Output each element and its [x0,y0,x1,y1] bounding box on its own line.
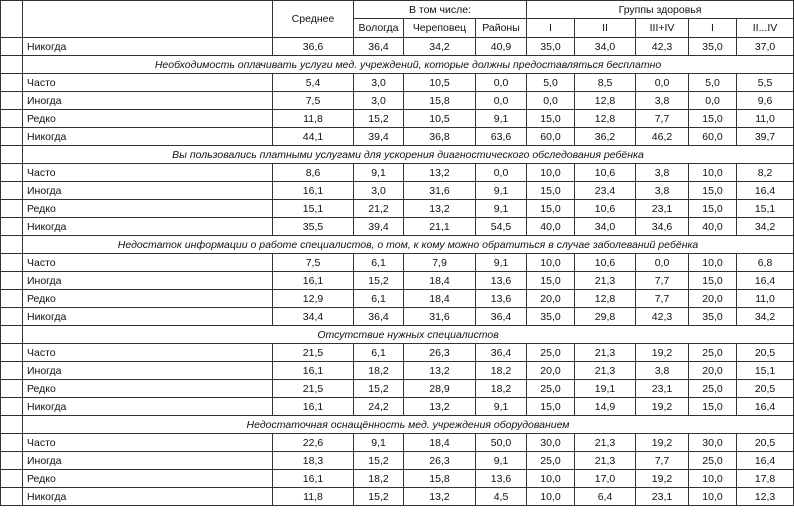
row-margin [1,434,23,452]
cell-value: 18,2 [354,470,404,488]
row-margin [1,92,23,110]
section-title: Недостаток информации о работе специалистов, о том, к кому можно обратиться в случае заболеваний ребёнка [23,236,794,254]
table-row [1,38,794,56]
table-row [1,164,794,182]
cell-value: 25,0 [527,344,575,362]
cell-value: 20,5 [737,380,794,398]
table-row [1,434,794,452]
cell-value: 16,4 [737,398,794,416]
header-blank-label [23,1,273,38]
cell-value: 14,9 [575,398,636,416]
cell-value: 21,2 [354,200,404,218]
cell-value: 30,0 [689,434,737,452]
cell-value: 15,0 [689,110,737,128]
cell-value: 20,0 [689,362,737,380]
cell-value: 36,2 [575,128,636,146]
cell-value: 16,1 [273,362,354,380]
table-row [1,308,794,326]
cell-value: 15,0 [689,200,737,218]
cell-value: 12,3 [737,488,794,506]
row-label: Иногда [23,452,273,470]
cell-value: 5,4 [273,74,354,92]
table-row [1,362,794,380]
row-margin [1,398,23,416]
cell-value: 25,0 [689,452,737,470]
cell-value: 10,0 [689,254,737,272]
cell-value: 31,6 [404,308,476,326]
cell-value: 16,1 [273,182,354,200]
row-label: Часто [23,164,273,182]
cell-value: 9,1 [476,452,527,470]
cell-value: 10,0 [527,470,575,488]
cell-value: 36,4 [354,38,404,56]
cell-value: 20,5 [737,344,794,362]
cell-value: 34,0 [575,218,636,236]
section-title: Вы пользовались платными услугами для ускорения диагностического обследования ребёнка [23,146,794,164]
row-label: Никогда [23,308,273,326]
cell-value: 10,5 [404,110,476,128]
table-row [1,344,794,362]
cell-value: 11,8 [273,488,354,506]
cell-value: 12,8 [575,110,636,128]
cell-value: 21,3 [575,272,636,290]
cell-value: 16,1 [273,272,354,290]
cell-value: 37,0 [737,38,794,56]
cell-value: 35,0 [527,38,575,56]
cell-value: 35,0 [689,308,737,326]
table-row [1,182,794,200]
cell-value: 10,0 [689,488,737,506]
cell-value: 60,0 [689,128,737,146]
cell-value: 35,5 [273,218,354,236]
cell-value: 19,2 [636,434,689,452]
cell-value: 0,0 [476,164,527,182]
cell-value: 13,2 [404,398,476,416]
cell-value: 23,1 [636,380,689,398]
header-group-1: I [527,19,575,38]
cell-value: 12,9 [273,290,354,308]
cell-value: 10,5 [404,74,476,92]
row-label: Иногда [23,92,273,110]
cell-value: 3,0 [354,74,404,92]
cell-value: 36,4 [354,308,404,326]
cell-value: 16,4 [737,452,794,470]
cell-value: 28,9 [404,380,476,398]
cell-value: 7,9 [404,254,476,272]
row-label: Часто [23,254,273,272]
section-header-row [1,56,794,74]
cell-value: 21,3 [575,452,636,470]
row-margin [1,128,23,146]
row-margin [1,326,23,344]
cell-value: 5,0 [689,74,737,92]
section-title: Отсутствие нужных специалистов [23,326,794,344]
section-header-row [1,236,794,254]
cell-value: 0,0 [689,92,737,110]
cell-value: 19,2 [636,398,689,416]
cell-value: 15,8 [404,470,476,488]
cell-value: 7,7 [636,452,689,470]
cell-value: 0,0 [527,92,575,110]
row-label: Никогда [23,488,273,506]
cell-value: 12,8 [575,92,636,110]
row-margin [1,56,23,74]
cell-value: 0,0 [636,254,689,272]
row-label: Никогда [23,398,273,416]
cell-value: 25,0 [527,380,575,398]
section-header-row [1,416,794,434]
cell-value: 34,2 [737,218,794,236]
cell-value: 17,0 [575,470,636,488]
cell-value: 24,2 [354,398,404,416]
cell-value: 29,8 [575,308,636,326]
row-margin [1,200,23,218]
row-label: Часто [23,74,273,92]
table-body [1,38,794,506]
header-group-3-4: III+IV [636,19,689,38]
cell-value: 25,0 [689,344,737,362]
row-label: Редко [23,290,273,308]
cell-value: 15,2 [354,380,404,398]
cell-value: 34,4 [273,308,354,326]
cell-value: 23,1 [636,488,689,506]
cell-value: 15,0 [527,110,575,128]
cell-value: 19,2 [636,470,689,488]
cell-value: 17,8 [737,470,794,488]
cell-value: 13,6 [476,290,527,308]
cell-value: 36,8 [404,128,476,146]
cell-value: 15,8 [404,92,476,110]
cell-value: 3,8 [636,92,689,110]
table-row [1,200,794,218]
cell-value: 10,0 [689,164,737,182]
cell-value: 39,4 [354,218,404,236]
header-districts: Районы [476,19,527,38]
cell-value: 11,8 [273,110,354,128]
cell-value: 9,1 [476,200,527,218]
cell-value: 7,7 [636,290,689,308]
row-margin [1,146,23,164]
row-margin [1,272,23,290]
section-header-row [1,326,794,344]
cell-value: 10,6 [575,254,636,272]
cell-value: 23,4 [575,182,636,200]
cell-value: 18,3 [273,452,354,470]
row-margin [1,254,23,272]
cell-value: 9,1 [476,254,527,272]
row-margin [1,218,23,236]
cell-value: 6,1 [354,254,404,272]
cell-value: 54,5 [476,218,527,236]
cell-value: 25,0 [527,452,575,470]
cell-value: 15,1 [273,200,354,218]
cell-value: 36,4 [476,344,527,362]
cell-value: 39,7 [737,128,794,146]
cell-value: 10,0 [527,164,575,182]
cell-value: 31,6 [404,182,476,200]
header-row-1 [1,1,794,19]
cell-value: 10,0 [527,488,575,506]
cell-value: 21,3 [575,344,636,362]
header-cherepovets: Череповец [404,19,476,38]
cell-value: 9,1 [476,398,527,416]
cell-value: 16,1 [273,398,354,416]
header-health-groups: Группы здоровья [527,1,794,19]
cell-value: 7,5 [273,92,354,110]
table-row [1,272,794,290]
section-header-row [1,146,794,164]
cell-value: 0,0 [636,74,689,92]
cell-value: 15,0 [527,398,575,416]
cell-value: 40,9 [476,38,527,56]
cell-value: 20,5 [737,434,794,452]
row-label: Редко [23,110,273,128]
cell-value: 25,0 [689,380,737,398]
cell-value: 63,6 [476,128,527,146]
row-label: Иногда [23,182,273,200]
cell-value: 9,1 [476,182,527,200]
header-group-2-4: II...IV [737,19,794,38]
cell-value: 40,0 [689,218,737,236]
table-row [1,452,794,470]
row-label: Часто [23,344,273,362]
row-margin [1,452,23,470]
row-margin [1,344,23,362]
row-margin [1,110,23,128]
cell-value: 16,4 [737,182,794,200]
row-margin [1,236,23,254]
cell-value: 15,0 [527,200,575,218]
table-row [1,128,794,146]
section-title: Необходимость оплачивать услуги мед. учреждений, которые должны предоставляться бесплатно [23,56,794,74]
cell-value: 10,0 [689,470,737,488]
cell-value: 11,0 [737,290,794,308]
cell-value: 10,6 [575,164,636,182]
cell-value: 18,2 [476,380,527,398]
cell-value: 13,2 [404,164,476,182]
cell-value: 3,8 [636,182,689,200]
cell-value: 21,5 [273,344,354,362]
cell-value: 18,4 [404,272,476,290]
row-label: Никогда [23,218,273,236]
row-margin [1,416,23,434]
cell-value: 15,2 [354,452,404,470]
cell-value: 15,1 [737,200,794,218]
cell-value: 6,4 [575,488,636,506]
cell-value: 13,6 [476,470,527,488]
cell-value: 13,2 [404,488,476,506]
cell-value: 15,1 [737,362,794,380]
cell-value: 15,2 [354,110,404,128]
cell-value: 15,2 [354,272,404,290]
cell-value: 19,1 [575,380,636,398]
cell-value: 11,0 [737,110,794,128]
row-margin [1,290,23,308]
cell-value: 7,7 [636,272,689,290]
cell-value: 8,2 [737,164,794,182]
cell-value: 36,4 [476,308,527,326]
cell-value: 21,3 [575,362,636,380]
cell-value: 34,2 [737,308,794,326]
row-margin [1,74,23,92]
cell-value: 16,4 [737,272,794,290]
cell-value: 8,6 [273,164,354,182]
cell-value: 21,3 [575,434,636,452]
cell-value: 34,6 [636,218,689,236]
cell-value: 13,2 [404,362,476,380]
cell-value: 3,8 [636,362,689,380]
table-row [1,398,794,416]
row-label: Никогда [23,128,273,146]
row-margin [1,488,23,506]
cell-value: 9,1 [354,164,404,182]
table-row [1,74,794,92]
cell-value: 40,0 [527,218,575,236]
table-row [1,380,794,398]
cell-value: 42,3 [636,308,689,326]
table-row [1,218,794,236]
cell-value: 5,0 [527,74,575,92]
row-label: Никогда [23,38,273,56]
cell-value: 21,1 [404,218,476,236]
cell-value: 20,0 [527,362,575,380]
table-row [1,110,794,128]
cell-value: 39,4 [354,128,404,146]
cell-value: 7,7 [636,110,689,128]
row-label: Редко [23,200,273,218]
row-label: Часто [23,434,273,452]
table-row [1,488,794,506]
header-average: Среднее [273,1,354,38]
cell-value: 18,2 [354,362,404,380]
cell-value: 15,0 [527,272,575,290]
row-margin [1,308,23,326]
row-margin [1,380,23,398]
cell-value: 18,2 [476,362,527,380]
table-row [1,254,794,272]
row-margin [1,470,23,488]
cell-value: 9,1 [354,434,404,452]
cell-value: 22,6 [273,434,354,452]
cell-value: 50,0 [476,434,527,452]
cell-value: 7,5 [273,254,354,272]
row-label: Иногда [23,362,273,380]
cell-value: 5,5 [737,74,794,92]
cell-value: 6,1 [354,290,404,308]
cell-value: 60,0 [527,128,575,146]
cell-value: 15,0 [527,182,575,200]
cell-value: 15,2 [354,488,404,506]
cell-value: 6,8 [737,254,794,272]
cell-value: 10,0 [527,254,575,272]
cell-value: 26,3 [404,344,476,362]
cell-value: 18,4 [404,434,476,452]
section-title: Недостаточная оснащённость мед. учреждения оборудованием [23,416,794,434]
header-blank-margin [1,1,23,38]
cell-value: 34,2 [404,38,476,56]
row-label: Редко [23,470,273,488]
cell-value: 21,5 [273,380,354,398]
cell-value: 15,0 [689,182,737,200]
table-row [1,92,794,110]
header-vologda: Вологда [354,19,404,38]
cell-value: 35,0 [527,308,575,326]
cell-value: 20,0 [527,290,575,308]
cell-value: 34,0 [575,38,636,56]
cell-value: 42,3 [636,38,689,56]
cell-value: 9,6 [737,92,794,110]
row-margin [1,362,23,380]
cell-value: 3,0 [354,182,404,200]
cell-value: 44,1 [273,128,354,146]
cell-value: 4,5 [476,488,527,506]
row-label: Иногда [23,272,273,290]
header-group-1b: I [689,19,737,38]
cell-value: 20,0 [689,290,737,308]
cell-value: 30,0 [527,434,575,452]
cell-value: 3,0 [354,92,404,110]
cell-value: 19,2 [636,344,689,362]
cell-value: 9,1 [476,110,527,128]
header-including: В том числе: [354,1,527,19]
cell-value: 8,5 [575,74,636,92]
cell-value: 0,0 [476,74,527,92]
cell-value: 13,2 [404,200,476,218]
cell-value: 18,4 [404,290,476,308]
cell-value: 35,0 [689,38,737,56]
cell-value: 13,6 [476,272,527,290]
cell-value: 15,0 [689,398,737,416]
cell-value: 0,0 [476,92,527,110]
row-margin [1,164,23,182]
table-row [1,290,794,308]
header-group-2: II [575,19,636,38]
table-row [1,470,794,488]
row-label: Редко [23,380,273,398]
cell-value: 3,8 [636,164,689,182]
cell-value: 36,6 [273,38,354,56]
row-margin [1,182,23,200]
row-margin [1,38,23,56]
cell-value: 23,1 [636,200,689,218]
cell-value: 12,8 [575,290,636,308]
cell-value: 26,3 [404,452,476,470]
cell-value: 16,1 [273,470,354,488]
cell-value: 15,0 [689,272,737,290]
cell-value: 46,2 [636,128,689,146]
cell-value: 10,6 [575,200,636,218]
cell-value: 6,1 [354,344,404,362]
